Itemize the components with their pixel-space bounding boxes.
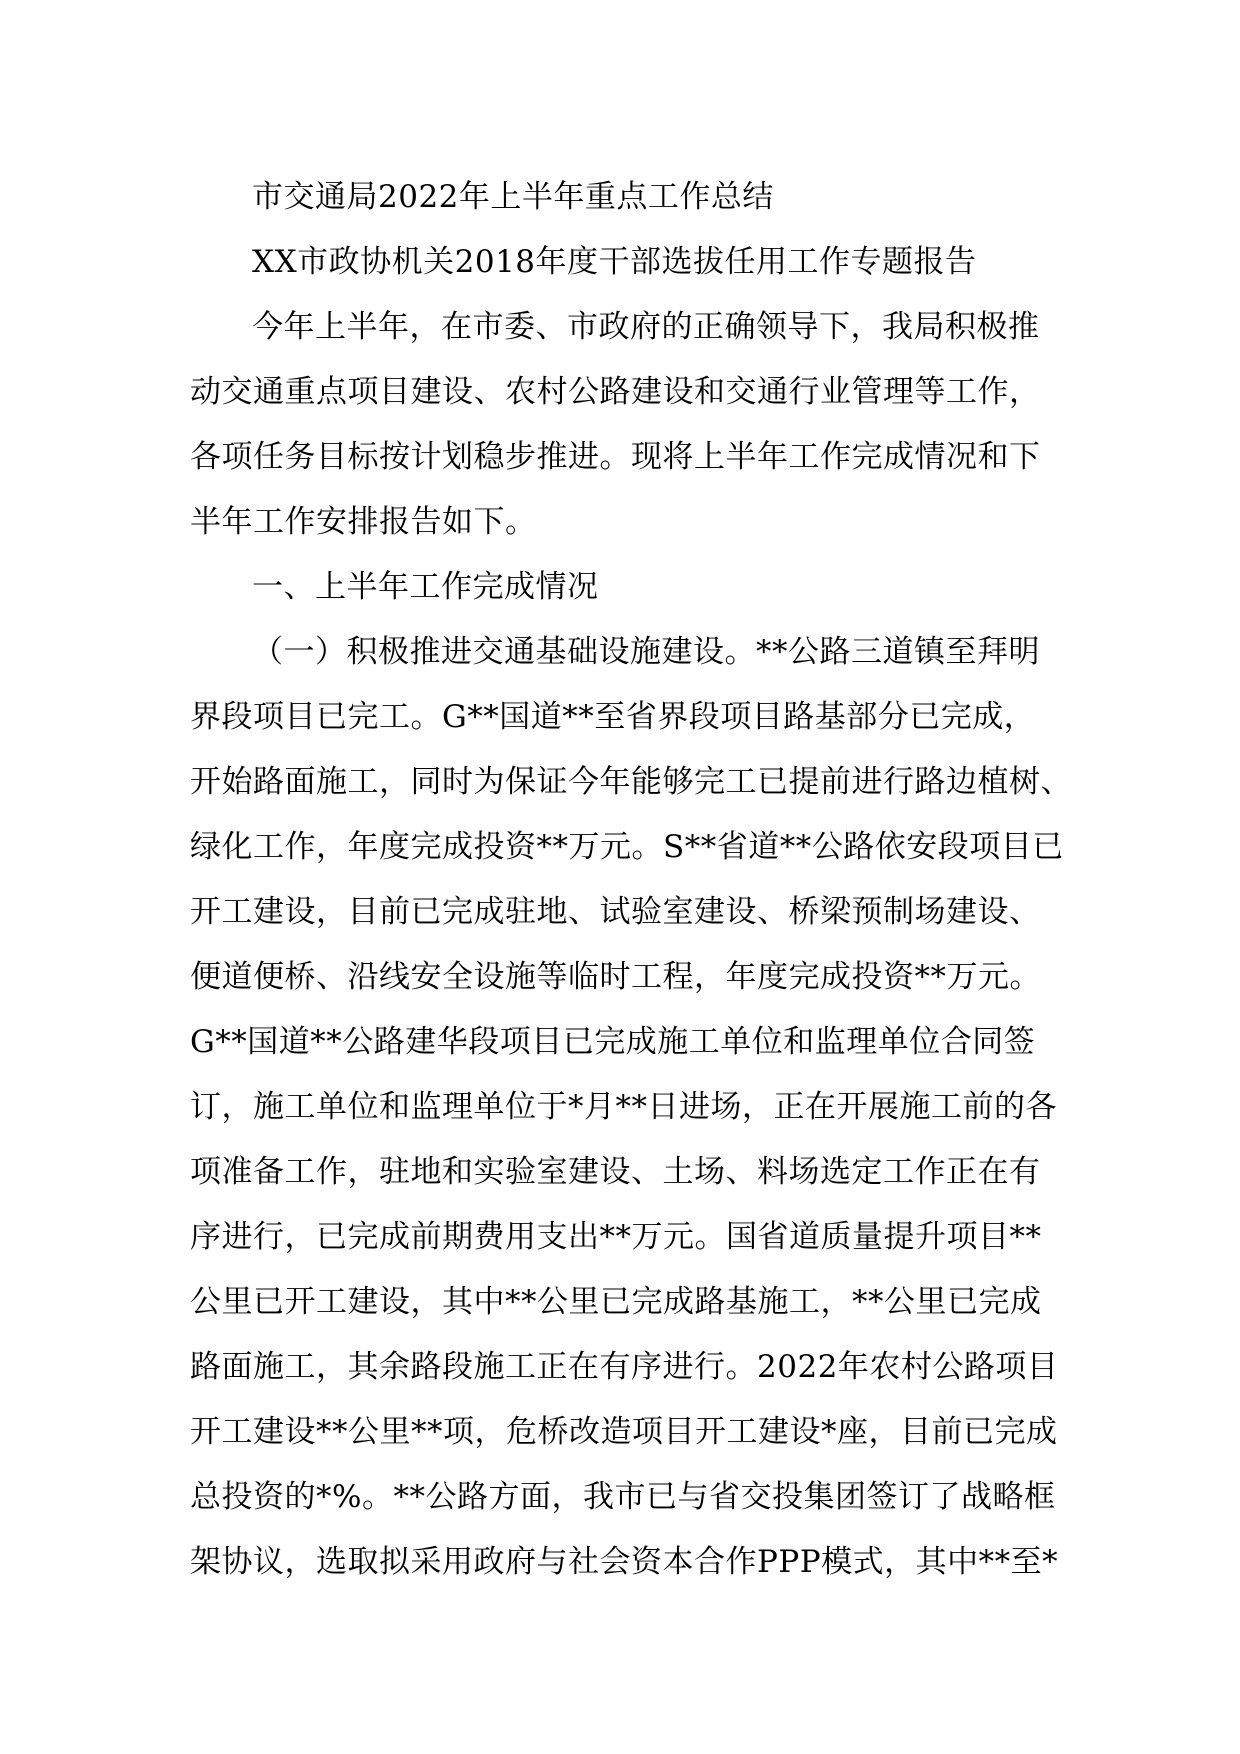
body-text-line: 开工建设**公里**项，危桥改造项目开工建设*座，目前已完成 <box>190 1414 1058 1450</box>
body-text-line: 总投资的*%。**公路方面，我市已与省交投集团签订了战略框 <box>190 1479 1056 1515</box>
body-text-line: 绿化工作，年度完成投资**万元。S**省道**公路依安段项目已 <box>190 829 1064 865</box>
body-text-line: 开工建设，目前已完成驻地、试验室建设、桥梁预制场建设、 <box>190 894 1041 930</box>
body-text-line: G**国道**公路建华段项目已完成施工单位和监理单位合同签 <box>190 1024 1036 1060</box>
body-text-line: 项准备工作，驻地和实验室建设、土场、料场选定工作正在有 <box>190 1154 1041 1190</box>
section-heading: 一、上半年工作完成情况 <box>252 569 599 605</box>
body-text-line: 各项任务目标按计划稳步推进。现将上半年工作完成情况和下 <box>190 439 1041 475</box>
body-text-line: 界段项目已完工。G**国道**至省界段项目路基部分已完成， <box>190 699 1036 735</box>
body-text-line: 序进行，已完成前期费用支出**万元。国省道质量提升项目** <box>190 1219 1042 1255</box>
document-title: 市交通局2022年上半年重点工作总结 <box>252 179 774 215</box>
body-text-line: 公里已开工建设，其中**公里已完成路基施工，**公里已完成 <box>190 1284 1042 1320</box>
subsection-heading-line: （一）积极推进交通基础设施建设。**公路三道镇至拜明 <box>252 634 1040 670</box>
body-text-line: 半年工作安排报告如下。 <box>190 504 537 540</box>
body-text-line: 订，施工单位和监理单位于*月**日进场，正在开展施工前的各 <box>190 1089 1057 1125</box>
body-text-line: 路面施工，其余路段施工正在有序进行。2022年农村公路项目 <box>190 1349 1059 1385</box>
body-text-line: 架协议，选取拟采用政府与社会资本合作PPP模式，其中**至* <box>190 1544 1059 1580</box>
document-subtitle: XX市政协机关2018年度干部选拔任用工作专题报告 <box>252 244 977 280</box>
body-text-line: 开始路面施工，同时为保证今年能够完工已提前进行路边植树、 <box>190 764 1072 800</box>
body-text-line: 动交通重点项目建设、农村公路建设和交通行业管理等工作， <box>190 374 1041 410</box>
body-text-line: 今年上半年，在市委、市政府的正确领导下，我局积极推 <box>252 309 1040 345</box>
body-text-line: 便道便桥、沿线安全设施等临时工程，年度完成投资**万元。 <box>190 959 1041 995</box>
